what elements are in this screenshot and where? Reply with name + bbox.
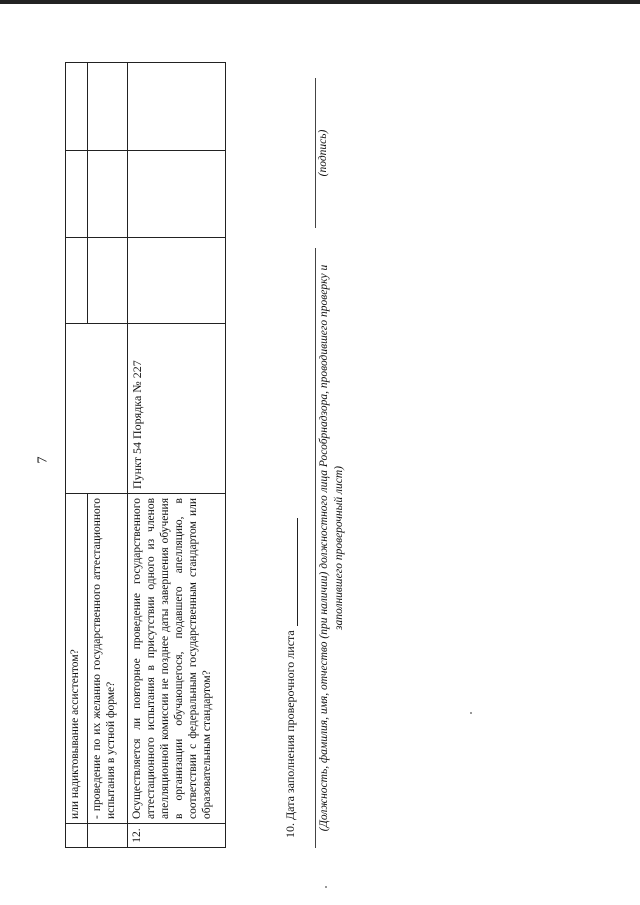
- answer-yes-cell: [66, 238, 88, 324]
- row-number: [66, 824, 88, 848]
- signature-caption: (подпись): [317, 129, 329, 177]
- inspector-caption: (Должность, фамилия, имя, отчество (при наличии) должностного лица Рособрнадзора, проводившего проверку и заполнившего проверочный лист): [318, 264, 345, 832]
- fill-date-label: 10. Дата заполнения проверочного листа: [283, 630, 297, 838]
- scan-top-edge: [0, 0, 640, 4]
- fill-date-field: [283, 518, 298, 838]
- inspector-signature-line: [315, 248, 316, 848]
- table-row: [66, 63, 88, 848]
- question-cell: - проведение по их желанию государственного аттестационного испытания в устной форме?: [88, 494, 128, 824]
- question-cell: или надиктовывание ассистентом?: [66, 494, 88, 824]
- table-row: [128, 63, 226, 848]
- rotated-page-content: [55, 8, 615, 848]
- page-number: 7: [35, 456, 51, 464]
- row-number: [88, 824, 128, 848]
- answer-no-cell: [88, 151, 128, 238]
- answer-yes-cell: [128, 238, 226, 324]
- scan-artifact: [325, 886, 327, 888]
- row-number: 12.: [128, 824, 226, 848]
- answer-na-cell: [88, 63, 128, 151]
- fill-date-line: [285, 518, 298, 626]
- answer-no-cell: [66, 151, 88, 238]
- reference-cell: Пункт 54 Порядка № 227: [128, 324, 226, 494]
- reference-cell: [66, 324, 128, 494]
- answer-na-cell: [128, 63, 226, 151]
- answer-na-cell: [66, 63, 88, 151]
- scan-artifact: [470, 712, 472, 714]
- checklist-table: [65, 62, 226, 848]
- answer-yes-cell: [88, 238, 128, 324]
- signature-line: [315, 78, 316, 228]
- question-cell: Осуществляется ли повторное проведение государственного аттестационного испытания в присутствии одного из членов апелляционной комиссии не позднее даты завершения обучения в организации обучающегося, подавшего апелляцию, в соответствии с федеральным государственным стандартом или образовательным стандартом?: [128, 494, 226, 824]
- answer-no-cell: [128, 151, 226, 238]
